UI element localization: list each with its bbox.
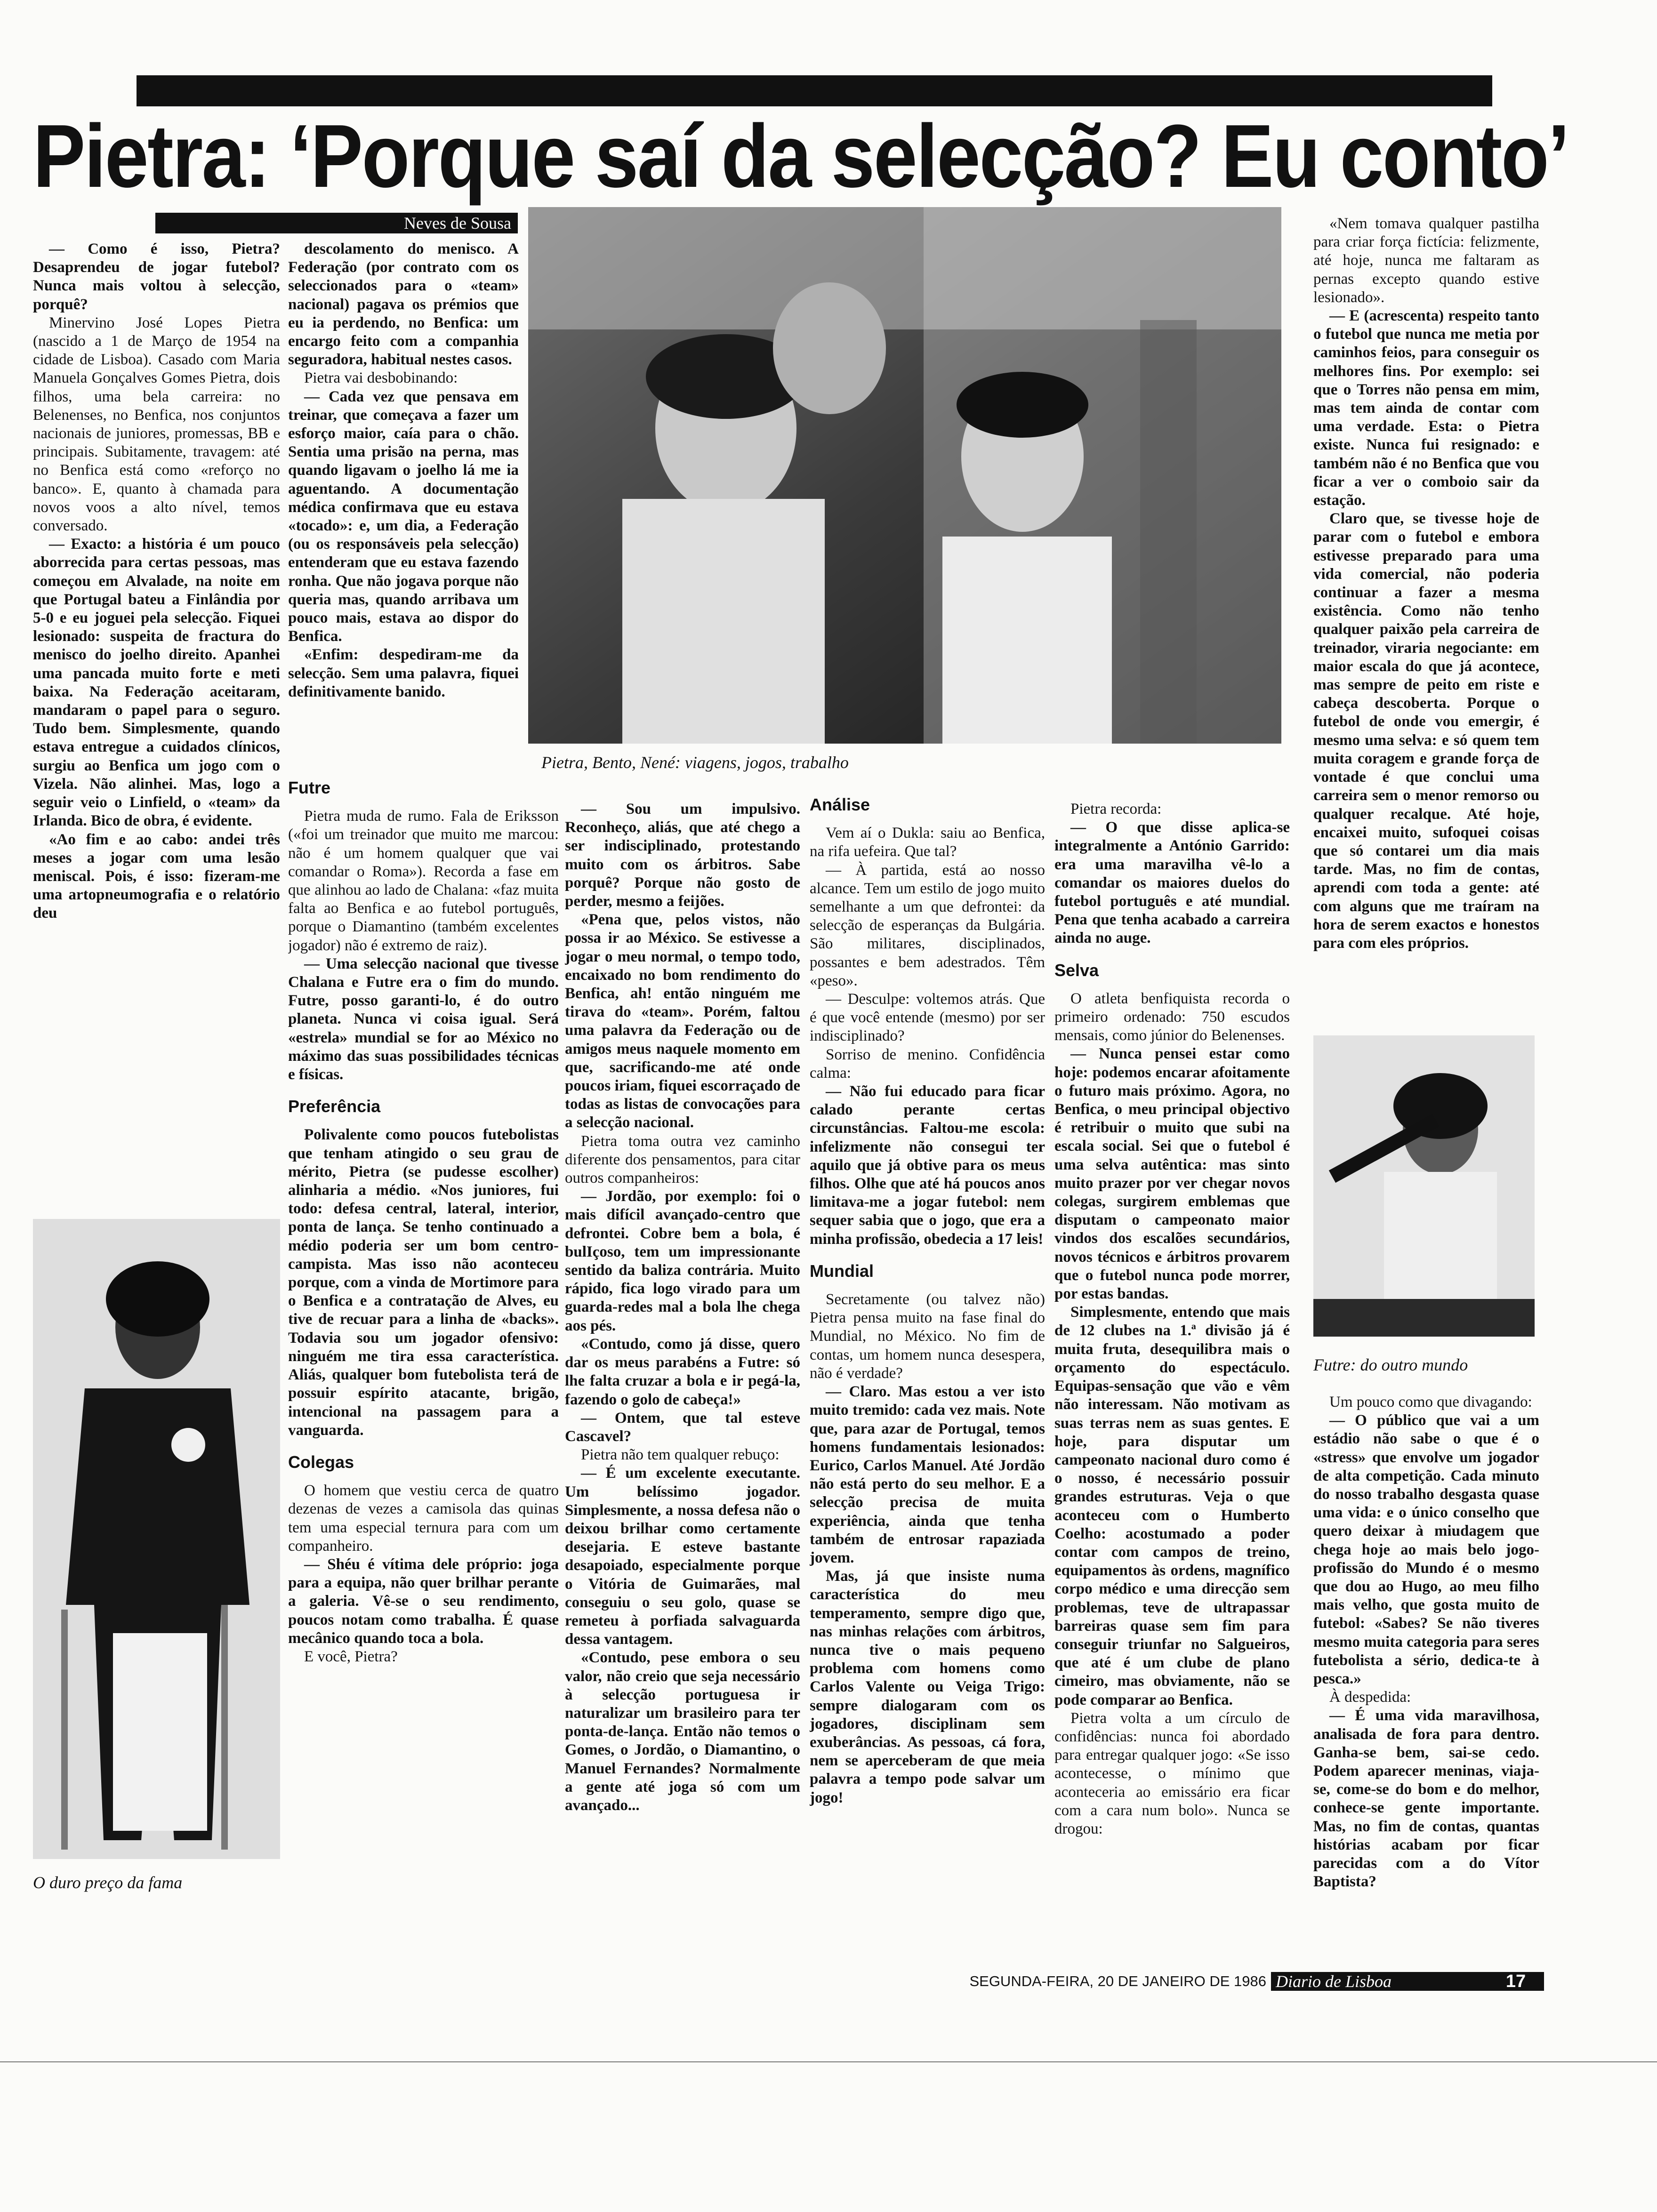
top-black-bar [137, 75, 1492, 106]
article-column-4 [810, 795, 1045, 1958]
paragraph: — Nunca pensei estar como hoje: podemos encarar afoitamente o futuro mais próximo. Agora, no Benfica, o meu principal objectivo é retribuir o muito que subi na escala social. Sei que o futebol é uma selva autêntica: mas sinto muito prazer por ver chegar novos colegas, surgirem emblemas que disputam o campeonato maior vindos dos escalões secundários, novos técnicos e árbitros provarem que o futebol nunca pode morrer, por estas bandas. [1054, 1045, 1290, 1303]
paragraph: Sorriso de menino. Confidência calma: [810, 1046, 1045, 1082]
paragraph: — Claro. Mas estou a ver isto muito tremido: cada vez mais. Note que, para azar de Portugal, temos homens fundamentais lesionados: Eurico, Carlos Manuel. Até Jordão não está perto do seu melhor. E a selecção precisa de muita experiência, ainda que tenha também de entrosar rapaziada jovem. [810, 1383, 1045, 1566]
paragraph: — Desculpe: voltemos atrás. Que é que você entende (mesmo) por ser indisciplinado? [810, 991, 1045, 1045]
paragraph: — E (acrescenta) respeito tanto o futebol que nunca me metia por caminhos feios, para conseguir os melhores fins. Por exemplo: sei que o Torres não pensa em mim, mas tem ainda de contar com uma verdade. Esta: o Pietra existe. Nunca fui resignado: e também não é no Benfica que vou ficar a ver o comboio sair da estação. [1313, 307, 1539, 509]
paragraph: — Jordão, por exemplo: foi o mais difícil avançado-centro que defrontei. Cobre bem a bola, é bulIçoso, tem um impressionante sentido da baliza contrária. Muito rápido, fica logo virado para um guarda-redes mal a bola lhe chega aos pés. [565, 1188, 800, 1334]
paragraph: Simplesmente, entendo que mais de 12 clubes na 1.ª divisão já é muita fruta, desequilibra mais o orçamento do espectáculo. Equipas-sensação que vão e vêm não interessam. Não motivam as suas terras nem as suas gentes. E hoje, para disputar um campeonato nacional duro como é o nosso, é necessário possuir grandes estruturas. Veja o que aconteceu com o Humberto Coelho: acostumado a poder contar com campos de treino, equipamentos às ordens, magnífico corpo médico e uma direcção sem problemas, teve de ultrapassar barreiras quase sem fim para conseguir triunfar no Salgueiros, que até é um clube de plano cimeiro, mas obviamente, não se pode comparar ao Benfica. [1054, 1304, 1290, 1708]
section-heading-analise: Análise [810, 795, 870, 814]
section-heading-selva: Selva [1054, 960, 1099, 980]
futre-photo [1313, 1035, 1535, 1337]
paragraph: — Exacto: a história é um pouco aborrecida para certas pessoas, mas começou em Alvalade, na noite em que Portugal bateu a Finlândia por 5-0 e eu joguei pela selecção. Fiquei lesionado: suspeita de fractura do menisco do joelho direito. Apanhei uma pancada muito forte e meti baixa. Na Federação aceitaram, mandaram o papel para o seguro. Tudo bem. Simplesmente, quando estava entregue a cuidados clínicos, surgiu ao Benfica um jogo com o Vizela. Não alinhei. Mas, logo a seguir veio o Linfield, o «team» da Irlanda. Bico de obra, é evidente. [33, 536, 280, 830]
paragraph: — Shéu é vítima dele próprio: joga para a equipa, não quer brilhar perante a galeria. Vê-se o seu rendimento, poucos notam como trabalha. É quase mecânico quando toca a bola. [288, 1555, 559, 1647]
paragraph: Pietra volta a um círculo de confidências: nunca foi abordado para entregar qualquer jogo: «Se isso acontecesse, o mínimo que aconteceria ao emissário era ficar com a cara num bolo». Nunca se drogou: [1054, 1709, 1290, 1837]
futre-photo-caption: Futre: do outro mundo [1313, 1355, 1468, 1374]
pietra-photo-caption: O duro preço da fama [33, 1873, 183, 1892]
headline: Pietra: ‘Porque saí da selecção? Eu conto’ [33, 106, 1569, 206]
paragraph: Polivalente como poucos futebolistas que tenham atingido o seu grau de mérito, Pietra (se pudesse escolher) alinharia a médio. «Nos juniores, fui todo: defesa central, lateral, interior, ponta de lança. Se tenho continuado a médio poderia ser um bom centro-campista. Mas isso não aconteceu porque, com a vinda de Mortimore para o Benfica e a contratação de Alves, eu tive de recuar para a linha de «backs». Todavia sou um jogador ofensivo: ninguém me tira essa característica. Aliás, qualquer bom futebolista terá de possuir espírito atacante, brigão, intencional na passagem para a vanguarda. [288, 1126, 559, 1439]
section-heading-mundial: Mundial [810, 1261, 874, 1281]
section-heading-colegas: Colegas [288, 1452, 354, 1472]
paragraph: Vem aí o Dukla: saiu ao Benfica, na rifa uefeira. Que tal? [810, 825, 1045, 860]
article-column-3 [565, 800, 800, 1958]
article-column-6-bottom [1313, 1393, 1539, 1958]
pietra-photo [33, 1219, 280, 1859]
paragraph: — O que disse aplica-se integralmente a António Garrido: era uma maravilha vê-lo a comandar os maiores duelos do futebol português e até mundial. Pena que tenha acabado a carreira ainda no auge. [1054, 819, 1290, 947]
section-heading-futre: Futre [288, 778, 330, 797]
paragraph: «Contudo, pese embora o seu valor, não creio que seja necessário à selecção portuguesa ir naturalizar um brasileiro para ter ponta-de-lança. Então não temos o Gomes, o Jordão, o Diamantino, o Manuel Fernandes? Normalmente a gente até joga só com um avançado... [565, 1649, 800, 1814]
paragraph: — Ontem, que tal esteve Cascavel? [565, 1409, 800, 1445]
paragraph: Um pouco como que divagando: [1329, 1394, 1532, 1411]
paragraph: «Ao fim e ao cabo: andei três meses a jogar com uma lesão meniscal. Pois, é isso: fizeram-me uma artopneumografia e o relatório deu [33, 831, 280, 922]
page-number: 17 [1505, 1972, 1526, 1991]
article-column-2-bottom [288, 772, 559, 1958]
paragraph: Minervino José Lopes Pietra (nascido a 1 de Março de 1954 na cidade de Lisboa). Casado com Maria Manuela Gonçalves Gomes Pietra, dois filhos, uma bela carreira: no Belenenses, no Benfica, nos conjuntos nacionais de juniores, promessas, BB e principais. Subitamente, travagem: até no Benfica está como «reforço no banco». E, quanto à chamada para novos voos a alto nível, temos conversado. [33, 314, 280, 535]
paragraph: — É um excelente executante. Um belíssimo jogador. Simplesmente, a nossa defesa não o deixou brilhar como certamente desejaria. E esteve bastante desapoiado, especialmente porque o Vitória de Guimarães, mal conseguiu o seu golo, quase se remeteu à porfiada salvaguarda dessa vantagem. [565, 1465, 800, 1648]
article-column-5 [1054, 800, 1290, 1958]
paragraph: O homem que vestiu cerca de quatro dezenas de vezes a camisola das quinas tem uma especial ternura para com um companheiro. [288, 1482, 559, 1555]
paragraph: «Nem tomava qualquer pastilha para criar força fictícia: felizmente, até hoje, nunca me faltaram as pernas excepto quando estive lesionado». [1313, 215, 1539, 306]
article-column-6-top [1313, 215, 1539, 1024]
paragraph: — Uma selecção nacional que tivesse Chalana e Futre era o fim do mundo. Futre, posso garanti-lo, é do outro planeta. Nunca vi coisa igual. Será «estrela» mundial se for ao México no máximo das suas possibilidades técnicas e físicas. [288, 955, 559, 1083]
paragraph: Secretamente (ou talvez não) Pietra pensa muito na fase final do Mundial, no México. No fim de contas, um homem nunca desespera, não é verdade? [810, 1291, 1045, 1382]
article-column-1 [33, 240, 280, 1059]
paragraph: Pietra não tem qualquer rebuço: [581, 1446, 780, 1464]
paragraph: descolamento do menisco. A Federação (por contrato com os seleccionados para o «team» nacional) pagava os prémios que eu ia perdendo, no Benfica: um encargo feito com a companhia seguradora, habitual nestes casos. [288, 240, 519, 369]
paragraph: À despedida: [1329, 1689, 1411, 1706]
paragraph: — É uma vida maravilhosa, analisada de fora para dentro. Ganha-se bem, sai-se cedo. Podem aparecer meninas, viaja-se, come-se do bom e do melhor, conhece-se gente importante. Mas, no fim de contas, quantas histórias acabam por ficar parecidas com a do Vítor Baptista? [1313, 1707, 1539, 1891]
paragraph: — Cada vez que pensava em treinar, que começava a fazer um esforço maior, caía para o chão. Sentia uma prisão na perna, mas quando ligavam o joelho lá me ia aguentando. A documentação médica confirmava que eu estava «tocado»: e, um dia, a Federação (ou os responsáveis pela selecção) entenderam que eu estava fazendo ronha. Que não jogava porque não queria mas, quando arribava um pouco mais, estava ao dispor do Benfica. [288, 388, 519, 645]
paragraph: Pietra recorda: [1070, 801, 1162, 817]
photo-futre-illustration [1313, 1035, 1535, 1337]
paragraph: «Contudo, como já disse, quero dar os meus parabéns a Futre: só lhe falta cruzar a bola e ir pegá-la, fazendo o golo de cabeça!» [565, 1335, 800, 1408]
paragraph: E você, Pietra? [304, 1648, 398, 1665]
paragraph: — À partida, está ao nosso alcance. Tem um estilo de jogo muito semelhante a um que defrontei: da selecção de esperanças da Bulgária. São militares, disciplinados, possantes e bem adestrados. Têm «peso». [810, 861, 1045, 989]
paragraph: «Enfim: despediram-me da selecção. Sem uma palavra, fiquei definitivamente banido. [288, 646, 519, 700]
photo-pietra-illustration [33, 1219, 280, 1859]
paragraph: — Não fui educado para ficar calado perante certas circunstâncias. Faltou-me escola: infelizmente não consegui ter aquilo que já obtive para os meus filhos. Olhe que até há poucos anos limitava-me a jogar futebol: nem sequer sabia que o jogo, que era a minha profissão, obedecia a 17 leis! [810, 1083, 1045, 1248]
paragraph: «Pena que, pelos vistos, não possa ir ao México. Se estivesse a jogar o meu normal, o tempo todo, encaixado no bom rendimento do Benfica, ah! então ninguém me tirava do «team». Porém, faltou uma palavra da Federação ou de amigos meus naquele momento em que, sacrificando-me até onde poucos iriam, fiquei escorraçado de todas as listas de convocações para a selecção nacional. [565, 911, 800, 1131]
main-photo [528, 207, 1281, 744]
paragraph: — Sou um impulsivo. Reconheço, aliás, que até chego a ser indisciplinado, protestando muito com os árbitros. Sabe porquê? Porque não gosto de perder, mesmo a feijões. [565, 801, 800, 910]
paragraph: O atleta benfiquista recorda o primeiro ordenado: 750 escudos mensais, como júnior do Belenenses. [1054, 990, 1290, 1044]
section-heading-preferencia: Preferência [288, 1097, 381, 1116]
photo-players-illustration [528, 207, 1281, 744]
bottom-rule [0, 2061, 1657, 2062]
footer-date: SEGUNDA-FEIRA, 20 DE JANEIRO DE 1986 [969, 1973, 1266, 1989]
main-photo-caption: Pietra, Bento, Nené: viagens, jogos, trabalho [541, 753, 849, 772]
footer-brand: Diario de Lisboa [1276, 1972, 1392, 1991]
paragraph: Claro que, se tivesse hoje de parar com o futebol e embora estivesse preparado para uma vida comercial, não poderia continuar a fazer a mesma existência. Como não tenho qualquer paixão pela carreira de treinador, viraria negociante: em maior escala do que já acontece, mas sempre de peito em riste e cabeça descoberta. Porque o futebol de onde vou emergir, é mesmo uma selva: e só quem tem muita coragem e grande força de vontade é que conclui uma carreira sem o menor remorso ou qualquer recalque. Até hoje, encaixei muito, sufoquei coisas que só contarei um dia mais tarde. Mas, no fim de contas, aprendi com toda a gente: até com alguns que me traíram na hora de serem exactos e honestos para com eles próprios. [1313, 510, 1539, 952]
paragraph: Mas, já que insiste numa característica do meu temperamento, sempre digo que, nas minhas relações com árbitros, nunca tive o mais pequeno problema com homens como Carlos Valente ou Veiga Trigo: sempre dialogaram com os jogadores, disciplinam sem exuberâncias. As pessoas, cá fora, nem se aperceberam de que meia palavra a tempo pode salvar um jogo! [810, 1568, 1045, 1806]
paragraph: — O público que vai a um estádio não sabe o que é o «stress» que envolve um jogador de alta competição. Cada minuto do nosso trabalho desgasta quase uma vida: e o único conselho que quero deixar à miudagem que chega hoje ao mais belo jogo-profissão do Mundo é o mesmo que dou ao Hugo, ao meu filho mais velho, que gosta muito de futebol: «Sabes? Se não tiveres mesmo muita categoria para seres futebolista a sério, dedica-te à pesca.» [1313, 1412, 1539, 1688]
paragraph: — Como é isso, Pietra? Desaprendeu de jogar futebol? Nunca mais voltou à selecção, porquê? [33, 240, 280, 313]
byline: Neves de Sousa [404, 214, 511, 232]
paragraph: Pietra toma outra vez caminho diferente dos pensamentos, para citar outros companheiros: [565, 1132, 800, 1187]
paragraph: Pietra muda de rumo. Fala de Eriksson («foi um treinador que muito me marcou: não é um homem qualquer que vai comandar o Roma»). Recorda a fase em que alinhou ao lado de Chalana: «faz muita falta ao Benfica e ao futebol português, porque o Diamantino (também excelentes jogador) não é extremo de raiz). [288, 808, 559, 954]
paragraph: Pietra vai desbobinando: [304, 369, 458, 387]
article-column-2-top [288, 240, 519, 777]
